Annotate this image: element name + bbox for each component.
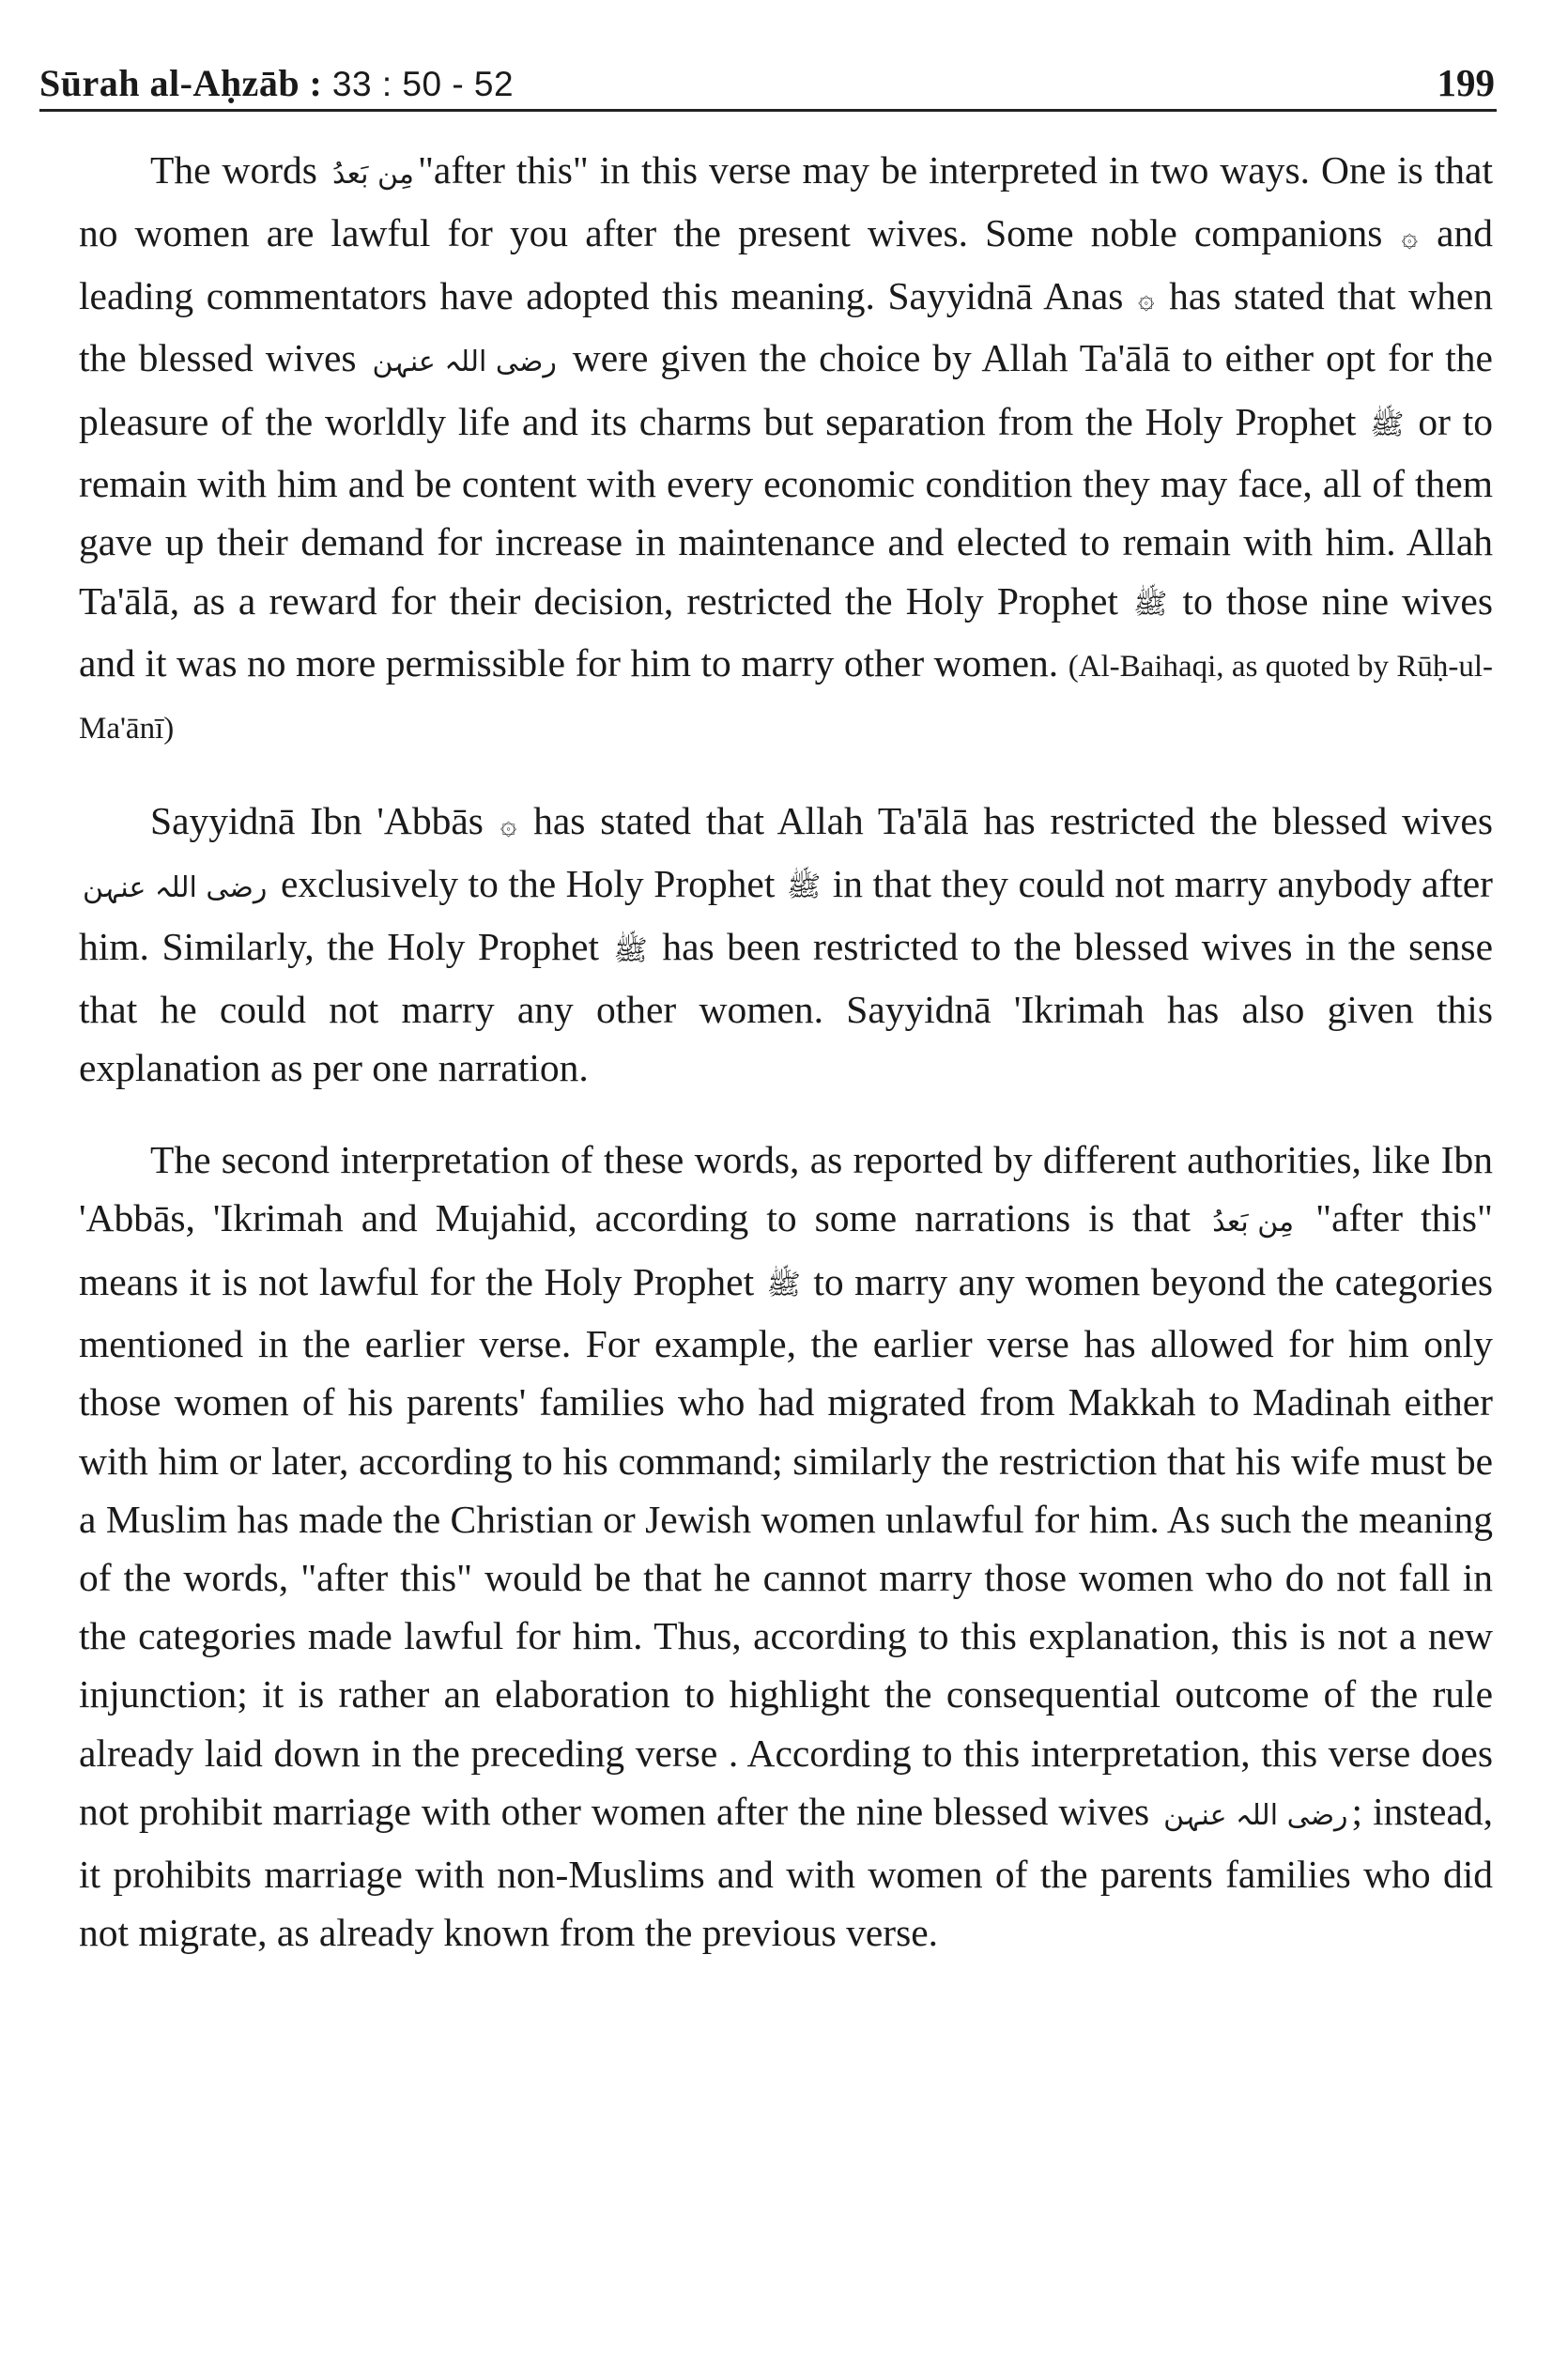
salawat-icon: ﷺ bbox=[613, 933, 648, 967]
salawat-icon: ﷺ bbox=[1370, 408, 1405, 441]
header-rule bbox=[39, 109, 1497, 112]
radiyallahu-anhu-icon: ۞ bbox=[1138, 283, 1155, 316]
text-run: in that they could not marry anybody after him. Similarly, the Holy Prophet bbox=[79, 862, 1493, 969]
radiyallahu-anhu-icon: ۞ bbox=[500, 808, 517, 841]
paragraph-3 bbox=[79, 1131, 1493, 1962]
salawat-icon: ﷺ bbox=[766, 1268, 801, 1301]
arabic-min-badu: مِن بَعدُ bbox=[1212, 1206, 1295, 1239]
arabic-radiyallahu-anhunna: رضی اللہ عنہن bbox=[1163, 1798, 1348, 1832]
text-run: "after this" means it is not lawful for the Holy Prophet bbox=[79, 1196, 1493, 1303]
text-run: were given the choice by Allah Ta'ālā to either opt for the pleasure of the worldly life and its charms but separation from the Holy Prophet bbox=[79, 336, 1493, 443]
verse-reference: 33 : 50 - 52 bbox=[331, 65, 515, 103]
text-run: The second interpretation of these words, as reported by different authorities, like Ibn 'Abbās, 'Ikrimah and Mujahid, according to some narrations is that bbox=[79, 1138, 1493, 1240]
surah-title: Sūrah al-Aḥzāb : bbox=[39, 62, 332, 104]
text-run: The words bbox=[150, 148, 317, 192]
citation: (Al-Baihaqi, as quoted by Rūḥ-ul- Ma'ānī) bbox=[79, 650, 1493, 747]
body-text bbox=[79, 141, 1493, 1962]
salawat-icon: ﷺ bbox=[786, 870, 822, 904]
text-run: or to remain with him and be content with every economic condition they may face, all of them gave up their demand for increase in maintenance and elected to remain with him. Allah Ta'ālā, as a reward for their decision, restricted the Holy Prophet bbox=[79, 399, 1494, 623]
salawat-icon: ﷺ bbox=[1133, 587, 1168, 621]
text-run: exclusively to the Holy Prophet bbox=[280, 862, 776, 906]
text-run: ; instead, it prohibits marriage with non-Muslims and with women of the parents families who did not migrate, as already known from the previous verse. bbox=[79, 1789, 1493, 1955]
running-header bbox=[39, 49, 1495, 105]
arabic-radiyallahu-anhunna: رضی اللہ عنہن bbox=[83, 871, 268, 905]
paragraph-1 bbox=[79, 141, 1493, 758]
text-run: "after this" in this verse may be interpreted in two ways. One is that no women are lawful for you after the present wives. Some noble companions bbox=[79, 148, 1493, 255]
arabic-radiyallahu-anhunna: رضی اللہ عنہن bbox=[372, 346, 557, 379]
page-number: 199 bbox=[1437, 61, 1495, 104]
text-run: to those nine wives and it was no more permissible for him to marry other women. bbox=[79, 578, 1494, 685]
text-run: and leading commentators have adopted this meaning. Sayyidnā Anas bbox=[79, 211, 1494, 317]
text-run: has stated that when the blessed wives bbox=[79, 273, 1493, 380]
paragraph-2 bbox=[79, 792, 1493, 1097]
arabic-min-badu: مِن بَعدُ bbox=[331, 158, 414, 191]
text-run: to marry any women beyond the categories mentioned in the earlier verse. For example, the earlier verse has allowed for him only those women of his parents' families who had migrated from Makkah to Madinah either with him or later, according to his command; similarly the restriction that his wife must be a Muslim has made the Christian or Jewish women unlawful for him. As such the meaning of the words, "after this" would be that he cannot marry those women who do not fall in the categories made lawful for him. Thus, according to this explanation, this is not a new injunction; it is rather an elaboration to highlight the consequential outcome of the rule already laid down in the preceding verse . According to this interpretation, this verse does not prohibit marriage with other women after the nine blessed wives bbox=[79, 1259, 1494, 1833]
header-title bbox=[39, 61, 514, 105]
text-run: Sayyidnā Ibn 'Abbās bbox=[150, 799, 484, 843]
text-run: has been restricted to the blessed wives in the sense that he could not marry any other women. Sayyidnā 'Ikrimah has also given this explanation as per one narration. bbox=[79, 925, 1493, 1089]
text-run: has stated that Allah Ta'ālā has restricted the blessed wives bbox=[533, 799, 1493, 843]
radiyallahu-anhu-icon: ۞ bbox=[1401, 220, 1419, 254]
